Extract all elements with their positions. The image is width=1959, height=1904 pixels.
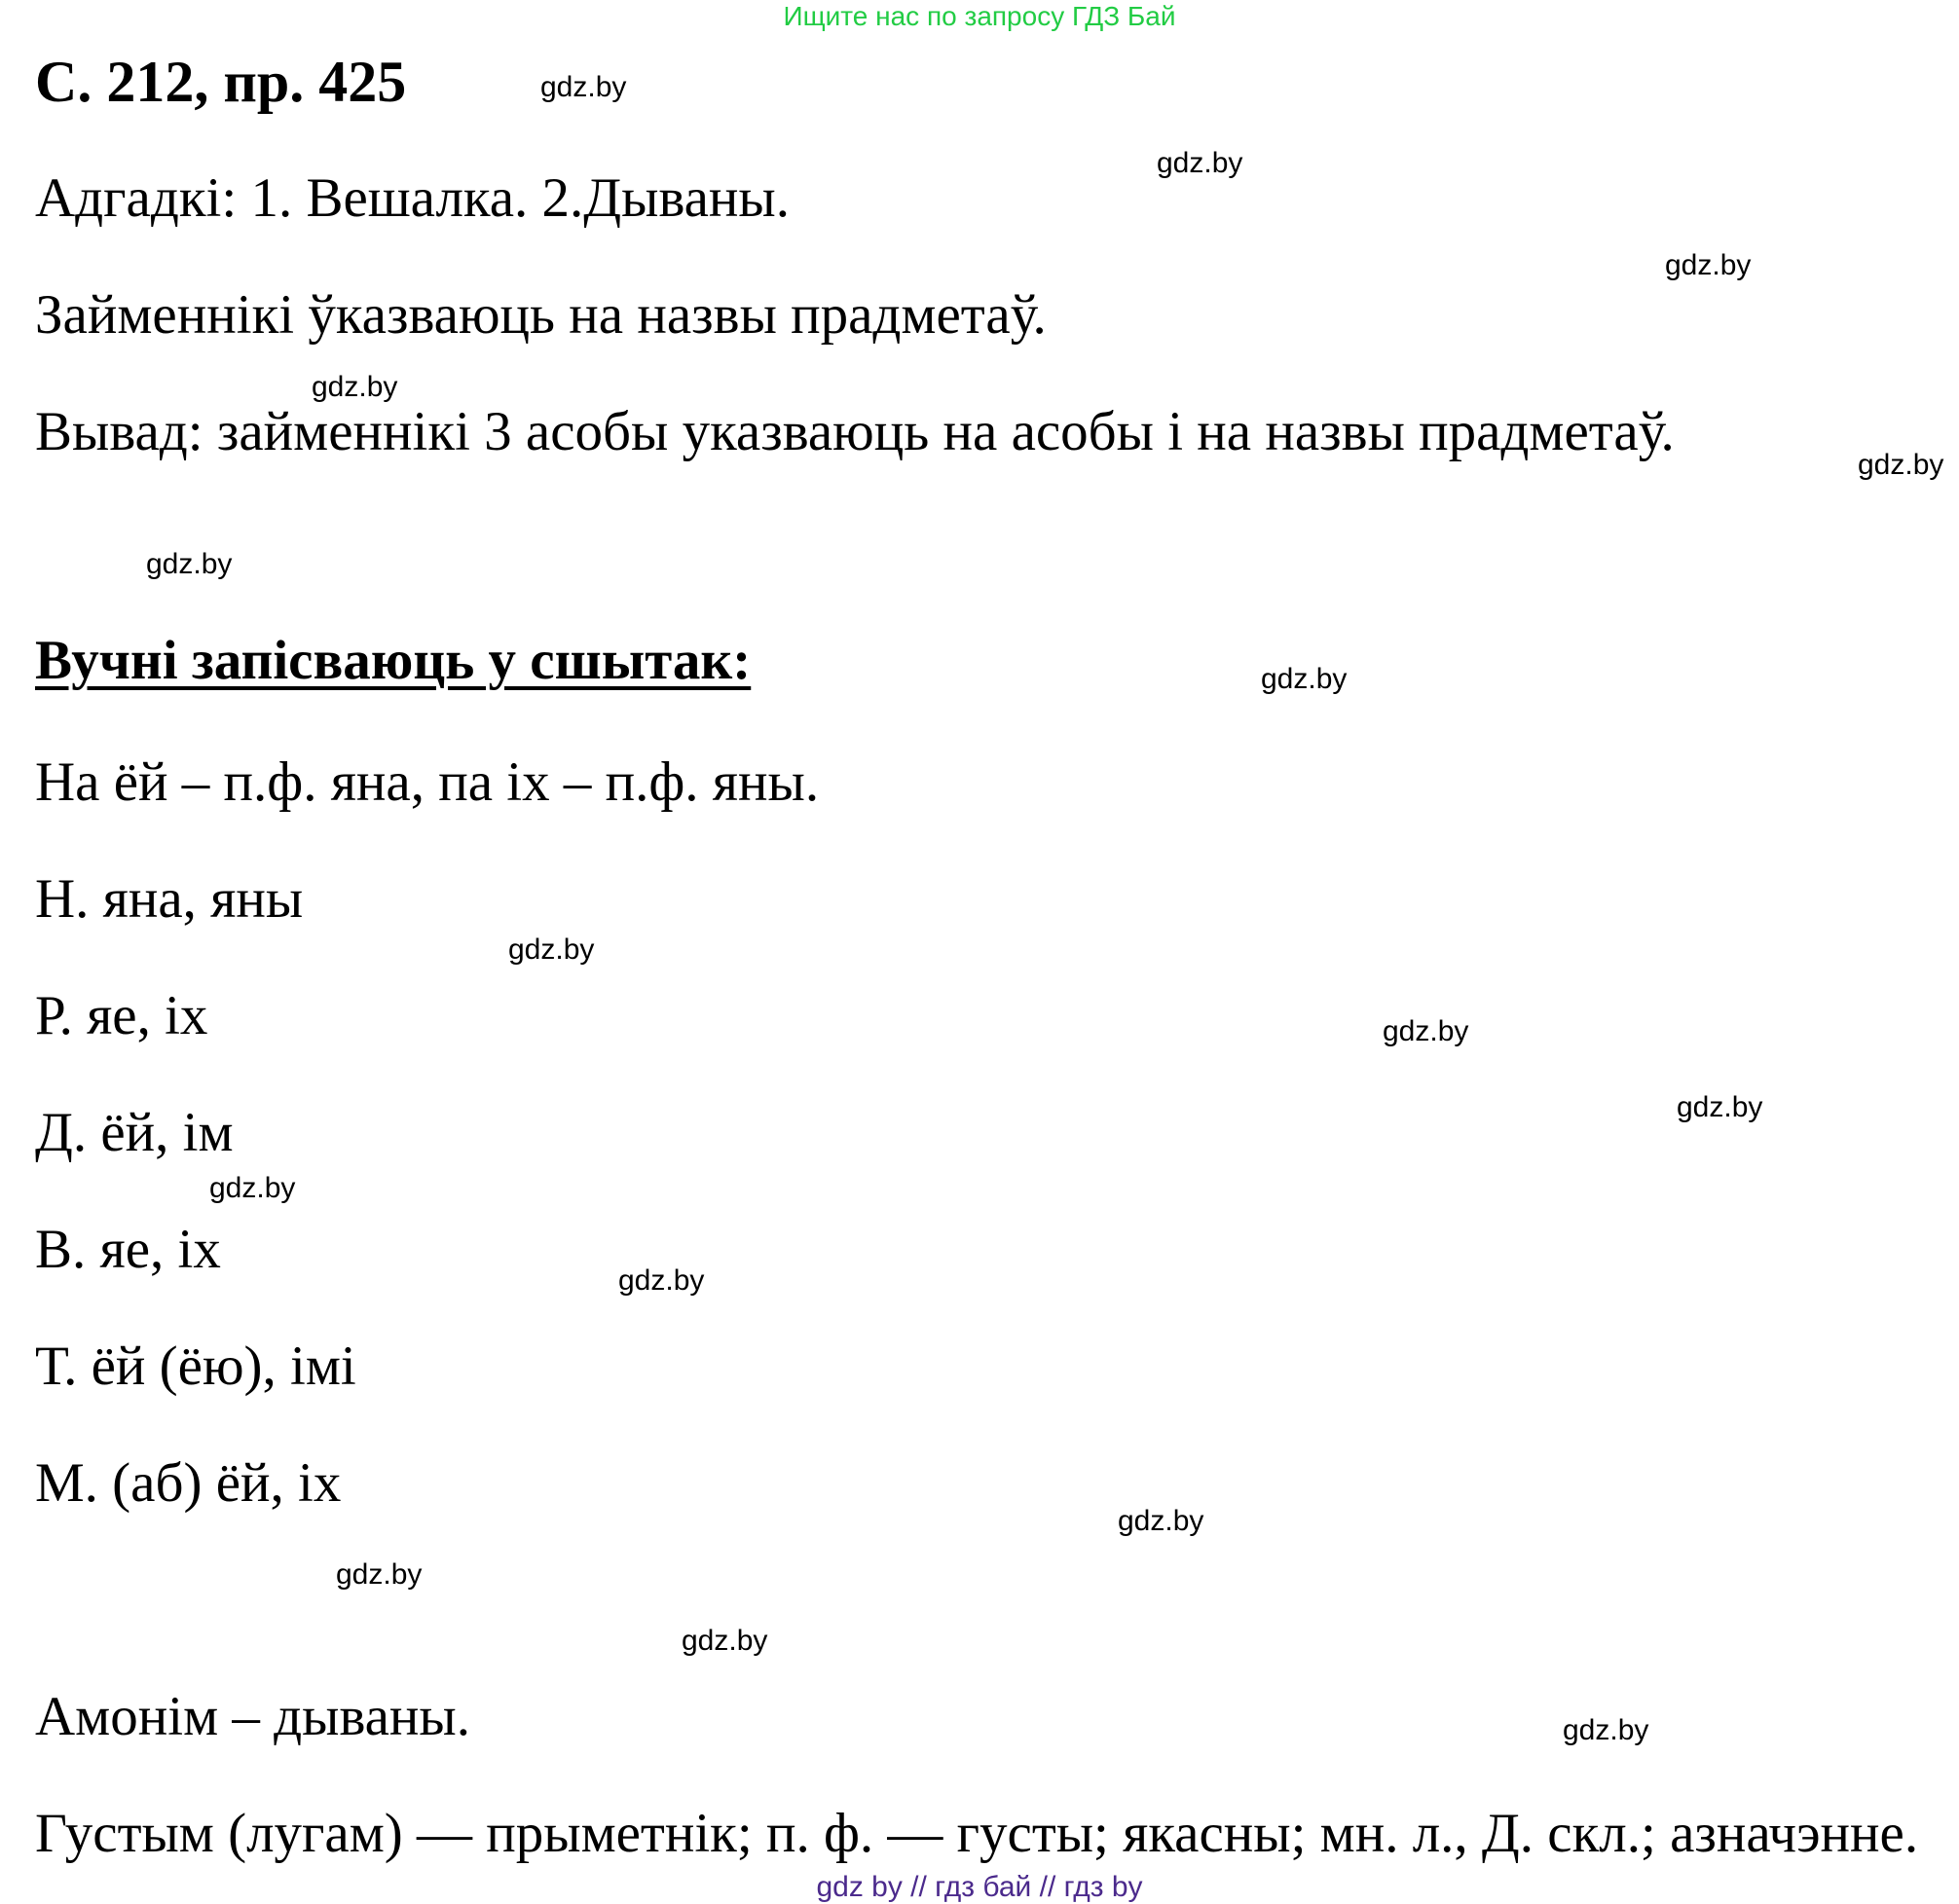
case-locative: М. (аб) ёй, іх xyxy=(35,1452,342,1514)
watermark: gdz.by xyxy=(508,934,595,966)
watermark: gdz.by xyxy=(682,1625,768,1657)
pronoun-statement-line: Займеннікі ўказваюць на назвы прадметаў. xyxy=(35,284,1047,346)
word-analysis-line: Густым (лугам) — прыметнік; п. ф. — густы; якасны; мн. л., Д. скл.; азначэнне. xyxy=(35,1803,1919,1864)
footer-links[interactable]: gdz by // гдз бай // гдз by xyxy=(816,1871,1143,1903)
conclusion-line: Вывад: займеннікі 3 асобы указваюць на асобы і на назвы прадметаў. xyxy=(35,401,1675,462)
case-genitive: Р. яе, іх xyxy=(35,985,208,1046)
watermark: gdz.by xyxy=(1383,1015,1469,1047)
watermark: gdz.by xyxy=(209,1172,296,1204)
watermark: gdz.by xyxy=(146,548,233,580)
exercise-title: С. 212, пр. 425 xyxy=(35,50,407,114)
case-accusative: В. яе, іх xyxy=(35,1219,221,1280)
promo-banner[interactable]: Ищите нас по запросу ГДЗ Бай xyxy=(783,1,1176,31)
watermark: gdz.by xyxy=(1665,249,1752,281)
watermark: gdz.by xyxy=(1563,1714,1649,1746)
homonym-line: Амонім – дываны. xyxy=(35,1686,470,1747)
case-dative: Д. ёй, ім xyxy=(35,1102,234,1163)
case-instrumental: Т. ёй (ёю), імі xyxy=(35,1336,356,1397)
riddle-answers-line: Адгадкі: 1. Вешалка. 2.Дываны. xyxy=(35,167,790,229)
watermark: gdz.by xyxy=(312,371,398,403)
watermark: gdz.by xyxy=(336,1558,423,1591)
watermark: gdz.by xyxy=(618,1264,705,1297)
watermark: gdz.by xyxy=(1261,663,1348,695)
initial-forms-line: На ёй – п.ф. яна, па іх – п.ф. яны. xyxy=(35,751,820,813)
section-heading: Вучні запісваюць у сшытак: xyxy=(35,630,752,691)
watermark: gdz.by xyxy=(1157,147,1243,179)
watermark: gdz.by xyxy=(1677,1091,1763,1123)
case-nominative: Н. яна, яны xyxy=(35,868,304,930)
watermark: gdz.by xyxy=(1118,1505,1204,1537)
watermark: gdz.by xyxy=(540,71,627,103)
watermark: gdz.by xyxy=(1858,449,1944,481)
